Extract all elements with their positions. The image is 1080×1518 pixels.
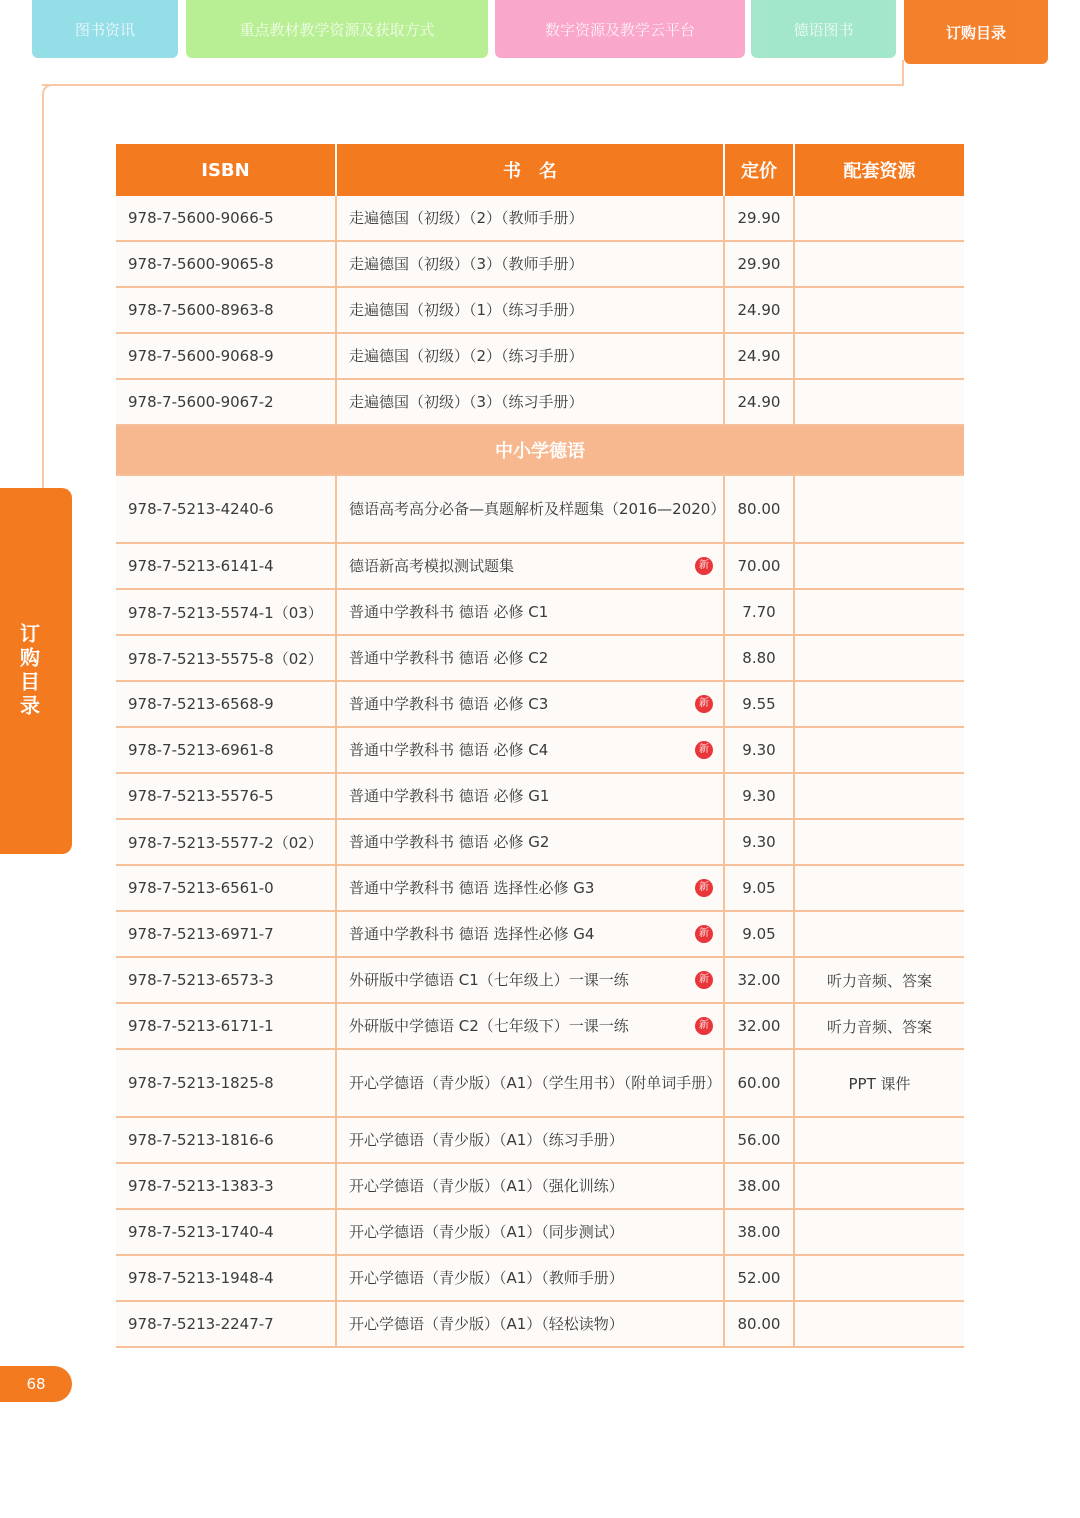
price-cell-text: 9.30 — [742, 833, 776, 851]
price-cell-text: 9.30 — [742, 787, 776, 805]
price-cell — [724, 475, 794, 543]
resources-cell — [794, 543, 964, 589]
column-header-title: 书 名 — [336, 144, 724, 196]
page-number: 68 — [0, 1366, 72, 1402]
resources-cell — [794, 681, 964, 727]
price-cell — [724, 1049, 794, 1117]
resources-cell — [794, 819, 964, 865]
price-cell — [724, 819, 794, 865]
new-badge: 新 — [695, 1017, 713, 1035]
isbn-cell — [116, 1117, 336, 1163]
tab-order-catalog[interactable] — [904, 0, 1048, 64]
tab-german-books[interactable] — [751, 0, 896, 58]
isbn-cell-text: 978-7-5213-5574-1（03） — [128, 603, 323, 622]
title-cell — [336, 589, 724, 635]
isbn-cell-text: 978-7-5600-8963-8 — [128, 301, 274, 319]
price-cell — [724, 1003, 794, 1049]
isbn-cell-text: 978-7-5213-5576-5 — [128, 787, 274, 805]
price-cell-text: 80.00 — [737, 500, 781, 518]
price-cell — [724, 865, 794, 911]
title-cell — [336, 681, 724, 727]
table-row — [116, 1163, 964, 1209]
isbn-cell-text: 978-7-5213-1740-4 — [128, 1223, 274, 1241]
isbn-cell — [116, 196, 336, 241]
isbn-cell — [116, 1049, 336, 1117]
isbn-cell — [116, 1209, 336, 1255]
title-cell — [336, 333, 724, 379]
title-cell — [336, 773, 724, 819]
table-row — [116, 957, 964, 1003]
price-cell — [724, 681, 794, 727]
table-row — [116, 1003, 964, 1049]
price-cell-text: 8.80 — [742, 649, 776, 667]
column-header-price: 定价 — [724, 144, 794, 196]
isbn-cell — [116, 1003, 336, 1049]
table-row — [116, 196, 964, 241]
title-cell-text: 外研版中学德语 C1（七年级上）一课一练 — [349, 971, 629, 989]
isbn-cell — [116, 1255, 336, 1301]
title-cell — [336, 196, 724, 241]
table-row — [116, 865, 964, 911]
table-row — [116, 1117, 964, 1163]
isbn-cell — [116, 287, 336, 333]
title-cell-text: 普通中学教科书 德语 必修 C4 — [349, 741, 549, 759]
price-cell — [724, 333, 794, 379]
isbn-cell — [116, 1163, 336, 1209]
table-row — [116, 1255, 964, 1301]
isbn-cell-text: 978-7-5600-9066-5 — [128, 209, 274, 227]
isbn-cell — [116, 589, 336, 635]
isbn-cell — [116, 635, 336, 681]
title-cell-text: 开心学德语（青少版）（A1）（练习手册） — [349, 1131, 624, 1149]
resources-cell — [794, 379, 964, 425]
price-cell-text: 52.00 — [737, 1269, 781, 1287]
price-cell-text: 24.90 — [737, 393, 781, 411]
price-cell-text: 9.55 — [742, 695, 776, 713]
tab-digital-resources[interactable] — [495, 0, 745, 58]
tab-label: 订购目录 — [945, 23, 1006, 42]
isbn-cell-text: 978-7-5600-9065-8 — [128, 255, 274, 273]
price-cell-text: 32.00 — [737, 971, 781, 989]
title-cell-text: 普通中学教科书 德语 选择性必修 G3 — [349, 879, 595, 897]
resources-cell — [794, 1117, 964, 1163]
table-row — [116, 819, 964, 865]
resources-cell — [794, 635, 964, 681]
resources-cell — [794, 333, 964, 379]
table-row — [116, 379, 964, 425]
new-badge: 新 — [695, 971, 713, 989]
price-cell — [724, 241, 794, 287]
title-cell-text: 开心学德语（青少版）（A1）（强化训练） — [349, 1177, 624, 1195]
isbn-cell — [116, 773, 336, 819]
title-cell — [336, 241, 724, 287]
price-cell-text: 29.90 — [737, 255, 781, 273]
isbn-cell — [116, 241, 336, 287]
table-row — [116, 1301, 964, 1347]
price-cell — [724, 1117, 794, 1163]
isbn-cell-text: 978-7-5213-6171-1 — [128, 1017, 274, 1035]
table-row — [116, 681, 964, 727]
title-cell-text: 普通中学教科书 德语 必修 C2 — [349, 649, 549, 667]
isbn-cell — [116, 1301, 336, 1347]
title-cell-text: 走遍德国（初级）（2）（教师手册） — [349, 209, 584, 227]
table-row — [116, 1049, 964, 1117]
new-badge: 新 — [695, 741, 713, 759]
price-cell — [724, 1209, 794, 1255]
table-row — [116, 589, 964, 635]
price-cell — [724, 1163, 794, 1209]
price-cell-text: 7.70 — [742, 603, 776, 621]
resources-cell — [794, 957, 964, 1003]
isbn-cell — [116, 911, 336, 957]
title-cell — [336, 1117, 724, 1163]
price-cell-text: 29.90 — [737, 209, 781, 227]
side-tab-label: 订购目录 — [16, 623, 41, 719]
price-cell-text: 24.90 — [737, 301, 781, 319]
price-cell — [724, 287, 794, 333]
resources-cell — [794, 475, 964, 543]
isbn-cell-text: 978-7-5213-4240-6 — [128, 500, 274, 518]
title-cell — [336, 1163, 724, 1209]
table-row — [116, 773, 964, 819]
title-cell-text: 开心学德语（青少版）（A1）（学生用书）（附单词手册） — [349, 1074, 722, 1092]
resources-cell-text: PPT 课件 — [848, 1074, 911, 1093]
isbn-cell — [116, 681, 336, 727]
resources-cell — [794, 1255, 964, 1301]
table-row — [116, 727, 964, 773]
table-row — [116, 543, 964, 589]
isbn-cell-text: 978-7-5213-5575-8（02） — [128, 649, 323, 668]
resources-cell — [794, 1003, 964, 1049]
isbn-cell-text: 978-7-5213-6561-0 — [128, 879, 274, 897]
isbn-cell-text: 978-7-5213-6971-7 — [128, 925, 274, 943]
tab-label: 德语图书 — [793, 20, 854, 39]
title-cell-text: 走遍德国（初级）（3）（练习手册） — [349, 393, 584, 411]
tab-label: 重点教材教学资源及获取方式 — [239, 20, 435, 39]
isbn-cell — [116, 543, 336, 589]
title-cell — [336, 865, 724, 911]
title-cell — [336, 1209, 724, 1255]
title-cell — [336, 635, 724, 681]
title-cell — [336, 1301, 724, 1347]
isbn-cell — [116, 379, 336, 425]
table-row — [116, 475, 964, 543]
isbn-cell — [116, 333, 336, 379]
title-cell-text: 走遍德国（初级）（1）（练习手册） — [349, 301, 584, 319]
isbn-cell-text: 978-7-5213-6141-4 — [128, 557, 274, 575]
price-cell-text: 56.00 — [737, 1131, 781, 1149]
title-cell-text: 开心学德语（青少版）（A1）（教师手册） — [349, 1269, 624, 1287]
new-badge: 新 — [695, 925, 713, 943]
table-row — [116, 287, 964, 333]
title-cell — [336, 727, 724, 773]
tab-key-materials[interactable] — [186, 0, 488, 58]
column-header-isbn: ISBN — [116, 144, 336, 196]
section-row — [116, 425, 964, 475]
resources-cell — [794, 1049, 964, 1117]
price-cell-text: 24.90 — [737, 347, 781, 365]
title-cell-text: 普通中学教科书 德语 必修 C3 — [349, 695, 549, 713]
isbn-cell-text: 978-7-5213-1948-4 — [128, 1269, 274, 1287]
isbn-cell — [116, 727, 336, 773]
side-section-tab[interactable] — [0, 488, 72, 854]
title-cell — [336, 379, 724, 425]
price-cell-text: 9.05 — [742, 879, 776, 897]
title-cell — [336, 911, 724, 957]
resources-cell — [794, 727, 964, 773]
frame-line — [42, 84, 904, 86]
resources-cell-text: 听力音频、答案 — [826, 971, 932, 990]
table-row — [116, 241, 964, 287]
title-cell-text: 开心学德语（青少版）（A1）（轻松读物） — [349, 1315, 624, 1333]
price-cell — [724, 773, 794, 819]
title-cell — [336, 1003, 724, 1049]
isbn-cell-text: 978-7-5600-9067-2 — [128, 393, 274, 411]
price-cell — [724, 543, 794, 589]
isbn-cell-text: 978-7-5600-9068-9 — [128, 347, 274, 365]
resources-cell — [794, 1209, 964, 1255]
table-header-row — [116, 144, 964, 196]
title-cell-text: 普通中学教科书 德语 选择性必修 G4 — [349, 925, 595, 943]
resources-cell — [794, 241, 964, 287]
title-cell-text: 德语高考高分必备—真题解析及样题集（2016—2020） — [349, 500, 726, 518]
price-cell-text: 38.00 — [737, 1223, 781, 1241]
table-row — [116, 635, 964, 681]
resources-cell — [794, 1163, 964, 1209]
title-cell — [336, 475, 724, 543]
price-cell — [724, 727, 794, 773]
table-row — [116, 1209, 964, 1255]
price-cell — [724, 379, 794, 425]
price-cell-text: 60.00 — [737, 1074, 781, 1092]
isbn-cell-text: 978-7-5213-6573-3 — [128, 971, 274, 989]
price-cell-text: 9.30 — [742, 741, 776, 759]
new-badge: 新 — [695, 695, 713, 713]
resources-cell — [794, 773, 964, 819]
section-title: 中小学德语 — [116, 425, 964, 475]
price-cell-text: 9.05 — [742, 925, 776, 943]
new-badge: 新 — [695, 557, 713, 575]
title-cell-text: 外研版中学德语 C2（七年级下）一课一练 — [349, 1017, 629, 1035]
title-cell-text: 普通中学教科书 德语 必修 C1 — [349, 603, 549, 621]
isbn-cell-text: 978-7-5213-5577-2（02） — [128, 833, 323, 852]
table-row — [116, 911, 964, 957]
title-cell — [336, 1049, 724, 1117]
price-cell — [724, 957, 794, 1003]
title-cell — [336, 543, 724, 589]
tab-book-news[interactable] — [32, 0, 178, 58]
isbn-cell — [116, 819, 336, 865]
tab-label: 图书资讯 — [74, 20, 135, 39]
column-header-resources: 配套资源 — [794, 144, 964, 196]
price-cell — [724, 1301, 794, 1347]
title-cell — [336, 819, 724, 865]
isbn-cell — [116, 475, 336, 543]
title-cell — [336, 957, 724, 1003]
price-cell — [724, 1255, 794, 1301]
order-catalog-table — [116, 144, 964, 1348]
price-cell-text: 38.00 — [737, 1177, 781, 1195]
price-cell — [724, 635, 794, 681]
isbn-cell — [116, 865, 336, 911]
title-cell-text: 开心学德语（青少版）（A1）（同步测试） — [349, 1223, 624, 1241]
resources-cell — [794, 865, 964, 911]
resources-cell — [794, 589, 964, 635]
frame-corner — [42, 84, 58, 100]
isbn-cell-text: 978-7-5213-1383-3 — [128, 1177, 274, 1195]
new-badge: 新 — [695, 879, 713, 897]
price-cell — [724, 589, 794, 635]
tab-label: 数字资源及教学云平台 — [544, 20, 695, 39]
price-cell-text: 80.00 — [737, 1315, 781, 1333]
price-cell — [724, 911, 794, 957]
resources-cell — [794, 911, 964, 957]
price-cell-text: 70.00 — [737, 557, 781, 575]
isbn-cell — [116, 957, 336, 1003]
title-cell-text: 走遍德国（初级）（3）（教师手册） — [349, 255, 584, 273]
isbn-cell-text: 978-7-5213-2247-7 — [128, 1315, 274, 1333]
price-cell-text: 32.00 — [737, 1017, 781, 1035]
title-cell-text: 普通中学教科书 德语 必修 G1 — [349, 787, 550, 805]
resources-cell — [794, 287, 964, 333]
isbn-cell-text: 978-7-5213-6568-9 — [128, 695, 274, 713]
isbn-cell-text: 978-7-5213-1816-6 — [128, 1131, 274, 1149]
isbn-cell-text: 978-7-5213-6961-8 — [128, 741, 274, 759]
resources-cell — [794, 196, 964, 241]
table-row — [116, 333, 964, 379]
isbn-cell-text: 978-7-5213-1825-8 — [128, 1074, 274, 1092]
price-cell — [724, 196, 794, 241]
frame-line — [902, 60, 904, 86]
title-cell-text: 走遍德国（初级）（2）（练习手册） — [349, 347, 584, 365]
resources-cell-text: 听力音频、答案 — [826, 1017, 932, 1036]
title-cell-text: 普通中学教科书 德语 必修 G2 — [349, 833, 550, 851]
frame-line — [42, 96, 44, 488]
resources-cell — [794, 1301, 964, 1347]
title-cell — [336, 287, 724, 333]
title-cell — [336, 1255, 724, 1301]
title-cell-text: 德语新高考模拟测试题集 — [349, 557, 515, 575]
